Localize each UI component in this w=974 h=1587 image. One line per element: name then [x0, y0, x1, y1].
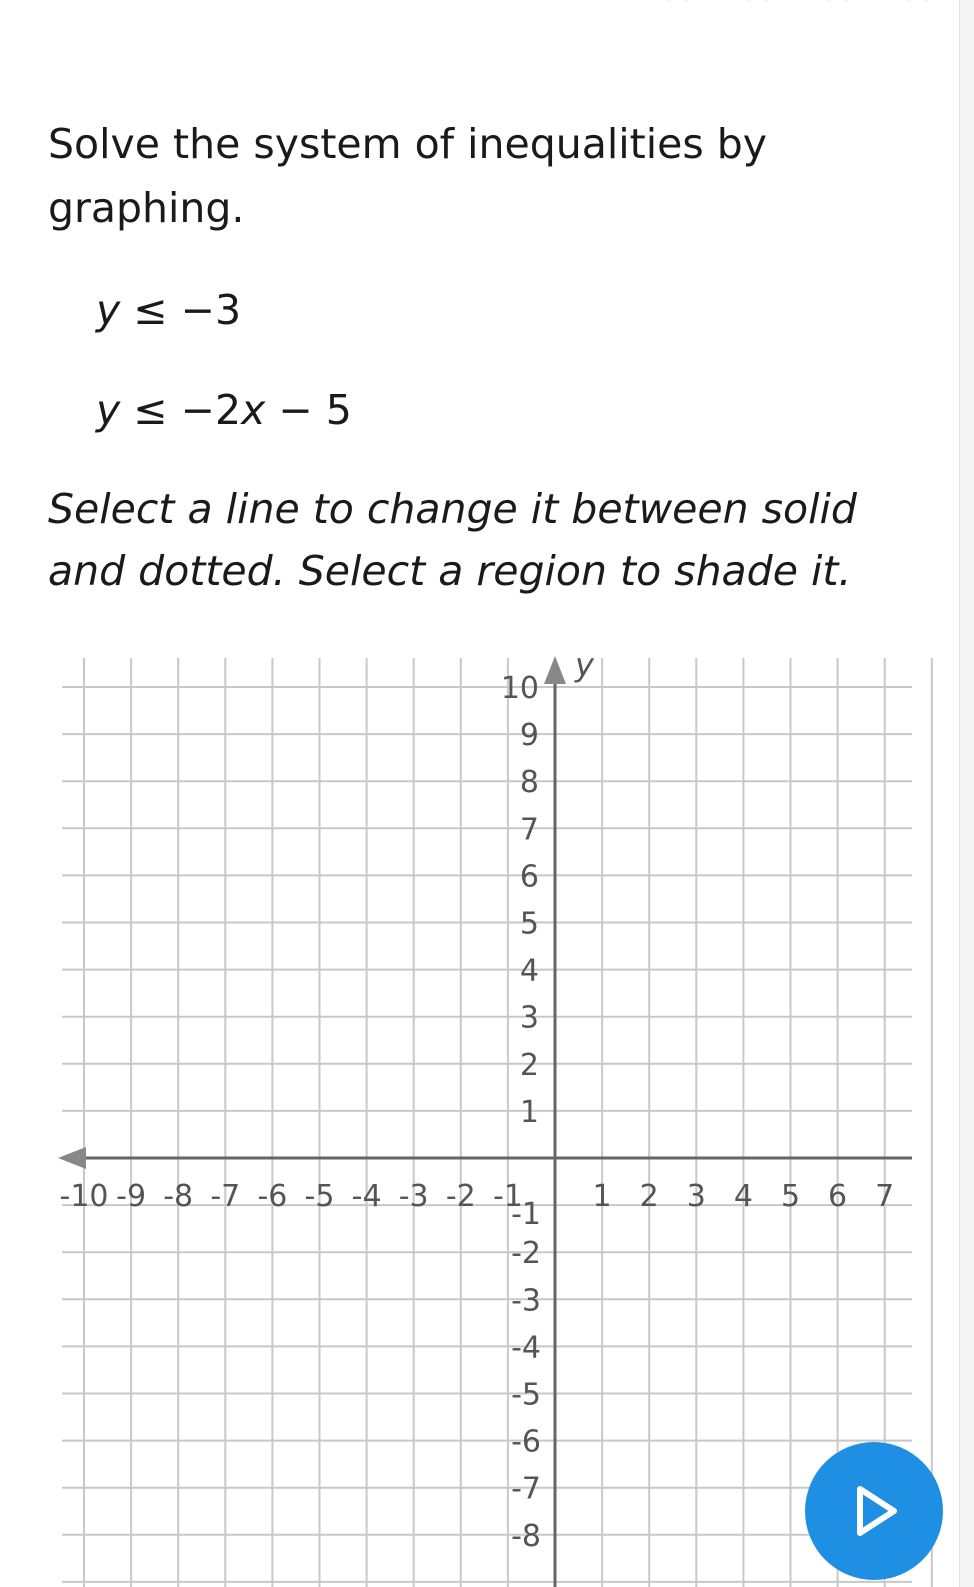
x-tick-label: 1 [592, 1179, 612, 1214]
grid-lines [59, 658, 932, 1587]
x-tick-label: 4 [733, 1179, 753, 1214]
y-tick-label: 4 [519, 953, 539, 989]
y-tick-label: 3 [519, 1000, 539, 1036]
scrollbar[interactable] [959, 0, 974, 1587]
next-button[interactable] [805, 1442, 943, 1580]
x-tick-label: -2 [445, 1179, 476, 1214]
y-tick-label: -8 [511, 1518, 541, 1554]
y-axis-label: y [575, 646, 594, 684]
x-axis-arrow-icon [58, 1147, 86, 1169]
instructions [48, 478, 928, 602]
instructions-line: Select a line to change it between solid [48, 485, 857, 533]
x-tick-label: -3 [398, 1179, 429, 1214]
star-icon [822, 0, 854, 4]
prompt-line: graphing. [48, 184, 245, 232]
x-tick-label: -6 [257, 1179, 288, 1214]
y-tick-label: 2 [519, 1047, 539, 1083]
inequality-1 [96, 286, 241, 334]
y-tick-label: -2 [511, 1236, 541, 1272]
y-tick-label: -6 [511, 1424, 541, 1460]
x-tick-label: 5 [780, 1179, 801, 1214]
variable-y: y [96, 286, 121, 334]
x-tick-label: 2 [639, 1179, 659, 1214]
y-tick-label: -7 [511, 1471, 541, 1507]
star-icon [902, 0, 934, 4]
question-prompt [48, 112, 908, 240]
x-tick-label: 6 [828, 1179, 848, 1214]
y-tick-label: 8 [519, 765, 539, 801]
x-tick-label: 3 [686, 1179, 706, 1214]
y-tick-label: 9 [519, 718, 539, 754]
star-icon [742, 0, 774, 4]
inequality-2-tail: − 5 [265, 386, 352, 434]
x-tick-label: -9 [116, 1179, 147, 1214]
coordinate-graph[interactable] [0, 640, 960, 1587]
y-tick-label: 7 [519, 812, 539, 848]
y-tick-label: -4 [511, 1330, 541, 1366]
prompt-line: Solve the system of inequalities by [48, 120, 768, 168]
y-tick-label: 6 [519, 859, 539, 895]
y-tick-label: -5 [511, 1377, 541, 1413]
inequality-2 [96, 386, 352, 434]
tick-labels [60, 671, 895, 1554]
variable-y: y [96, 386, 121, 434]
x-tick-label: -4 [351, 1179, 382, 1214]
y-tick-label: 1 [519, 1094, 539, 1130]
play-triangle-icon [844, 1481, 904, 1541]
star-icon [662, 0, 694, 4]
x-tick-label: -7 [210, 1179, 241, 1214]
x-tick-label: -8 [163, 1179, 194, 1214]
x-tick-label: -1 [492, 1179, 523, 1214]
inequality-1-rest: ≤ −3 [120, 286, 242, 334]
variable-x: x [241, 386, 266, 434]
x-tick-label: -10 [59, 1179, 109, 1214]
inequality-2-part: ≤ −2 [120, 386, 242, 434]
y-axis-arrow-icon [544, 656, 566, 684]
progress-stars [662, 0, 934, 4]
instructions-line: and dotted. Select a region to shade it. [48, 547, 852, 595]
y-tick-label: -1 [511, 1197, 541, 1233]
x-tick-label: -5 [304, 1179, 335, 1214]
axes [58, 656, 912, 1587]
y-tick-label: -3 [511, 1283, 541, 1319]
y-tick-label: 5 [519, 906, 539, 942]
x-tick-label: 7 [875, 1179, 895, 1214]
y-tick-label: 10 [500, 671, 539, 706]
